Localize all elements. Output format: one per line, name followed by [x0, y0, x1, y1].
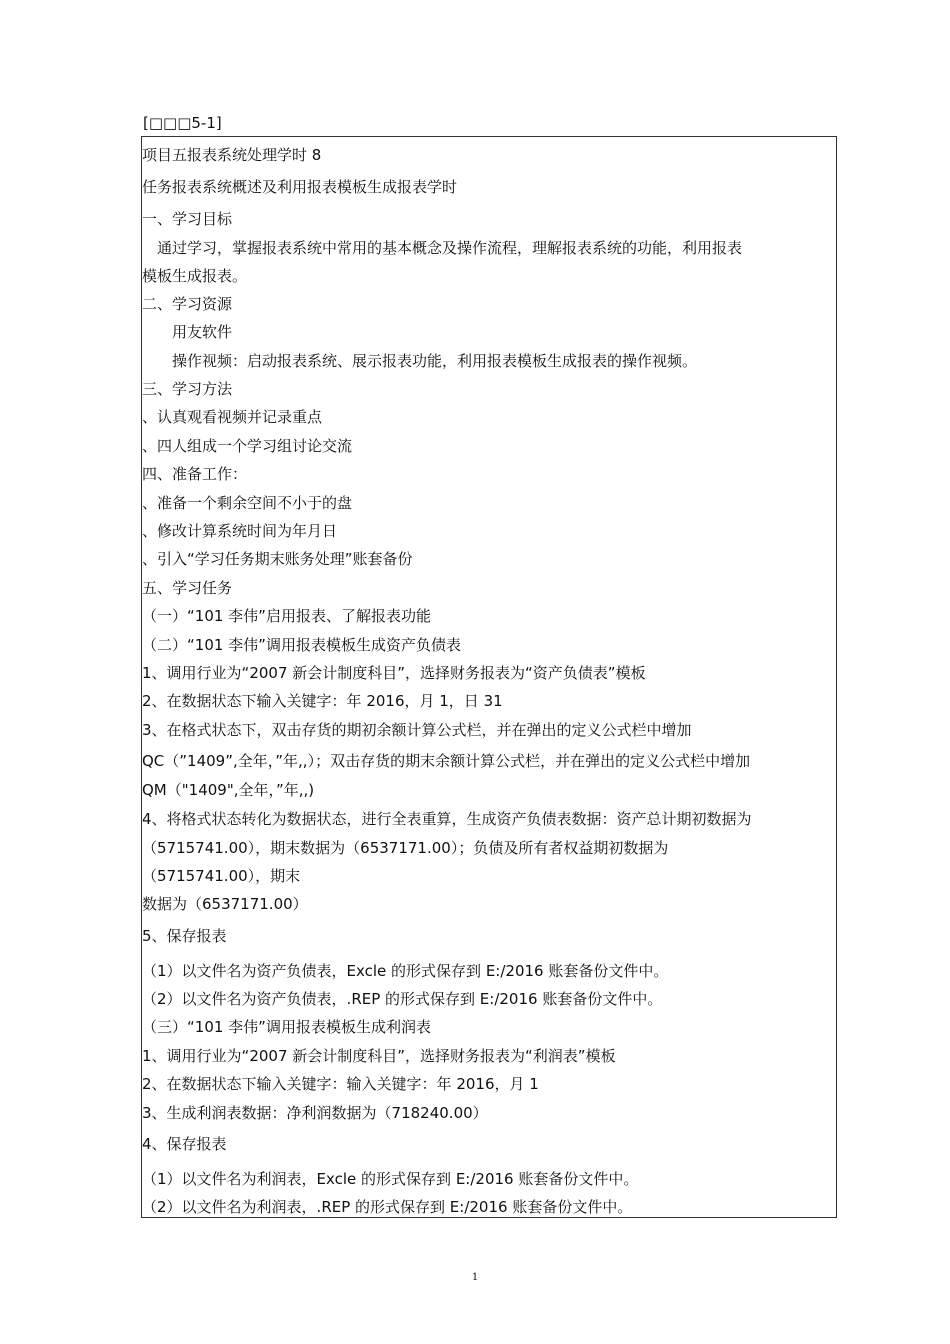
text-line: 一、学习目标 — [142, 210, 233, 228]
text-line: 、四人组成一个学习组讨论交流 — [142, 437, 353, 455]
text-line: 1、调用行业为“2007 新会计制度科目”，选择财务报表为“利润表”模板 — [142, 1047, 616, 1065]
text-line: 2、在数据状态下输入关键字：年 2016，月 1，日 31 — [142, 692, 503, 710]
text-line: （2）以文件名为资产负债表，.REP 的形式保存到 E:/2016 账套备份文件中。 — [142, 990, 663, 1008]
text-line: 模板生成报表。 — [142, 267, 248, 285]
text-line: （1）以文件名为资产负债表，Excle 的形式保存到 E:/2016 账套备份文件中。 — [142, 962, 669, 980]
text-line: 任务报表系统概述及利用报表模板生成报表学时 — [142, 178, 458, 196]
text-line: （2）以文件名为利润表，.REP 的形式保存到 E:/2016 账套备份文件中。 — [142, 1198, 633, 1216]
text-line: （一）“101 李伟”启用报表、了解报表功能 — [142, 607, 431, 625]
text-line: 5、保存报表 — [142, 927, 227, 945]
text-line: （三）“101 李伟”调用报表模板生成利润表 — [142, 1018, 431, 1036]
text-line: 、修改计算系统时间为年月日 — [142, 522, 338, 540]
text-line: QC（”1409”,全年，”年,,）；双击存货的期末余额计算公式栏，并在弹出的定义公式栏中增加 — [142, 752, 751, 770]
text-line: 3、生成利润表数据：净利润数据为（718240.00） — [142, 1104, 488, 1122]
text-line: 三、学习方法 — [142, 380, 233, 398]
text-line: 五、学习任务 — [142, 579, 233, 597]
text-line: 1、调用行业为“2007 新会计制度科目”，选择财务报表为“资产负债表”模板 — [142, 664, 646, 682]
text-line: 、准备一个剩余空间不小于的盘 — [142, 494, 353, 512]
text-line: 4、保存报表 — [142, 1135, 227, 1153]
text-line: 3、在格式状态下，双击存货的期初余额计算公式栏，并在弹出的定义公式栏中增加 — [142, 721, 692, 739]
text-line: 项目五报表系统处理学时 8 — [142, 146, 322, 164]
document-header-label: [□□□5-1] — [143, 114, 222, 132]
text-line: 、认真观看视频并记录重点 — [142, 408, 323, 426]
text-line: QM（"1409",全年，”年,,) — [142, 781, 315, 799]
text-line: 操作视频：启动报表系统、展示报表功能，利用报表模板生成报表的操作视频。 — [142, 352, 698, 370]
text-line: 、引入“学习任务期末账务处理”账套备份 — [142, 550, 413, 568]
text-line: 二、学习资源 — [142, 295, 233, 313]
text-line: （二）“101 李伟”调用报表模板生成资产负债表 — [142, 636, 461, 654]
text-line: 通过学习，掌握报表系统中常用的基本概念及操作流程，理解报表系统的功能，利用报表 — [142, 239, 743, 257]
page-number: 1 — [471, 1272, 479, 1283]
text-line: 用友软件 — [142, 323, 233, 341]
text-line: 四、准备工作： — [142, 465, 248, 483]
text-line: （5715741.00），期末数据为（6537171.00）；负债及所有者权益期初数据为 — [142, 839, 669, 857]
content-table-cell — [141, 136, 837, 1218]
text-line: （1）以文件名为利润表，Excle 的形式保存到 E:/2016 账套备份文件中。 — [142, 1170, 639, 1188]
text-line: 4、将格式状态转化为数据状态，进行全表重算，生成资产负债表数据：资产总计期初数据为 — [142, 810, 752, 828]
text-line: 2、在数据状态下输入关键字：输入关键字：年 2016，月 1 — [142, 1075, 539, 1093]
text-line: （5715741.00），期末 — [142, 867, 301, 885]
text-line: 数据为（6537171.00） — [142, 895, 308, 913]
